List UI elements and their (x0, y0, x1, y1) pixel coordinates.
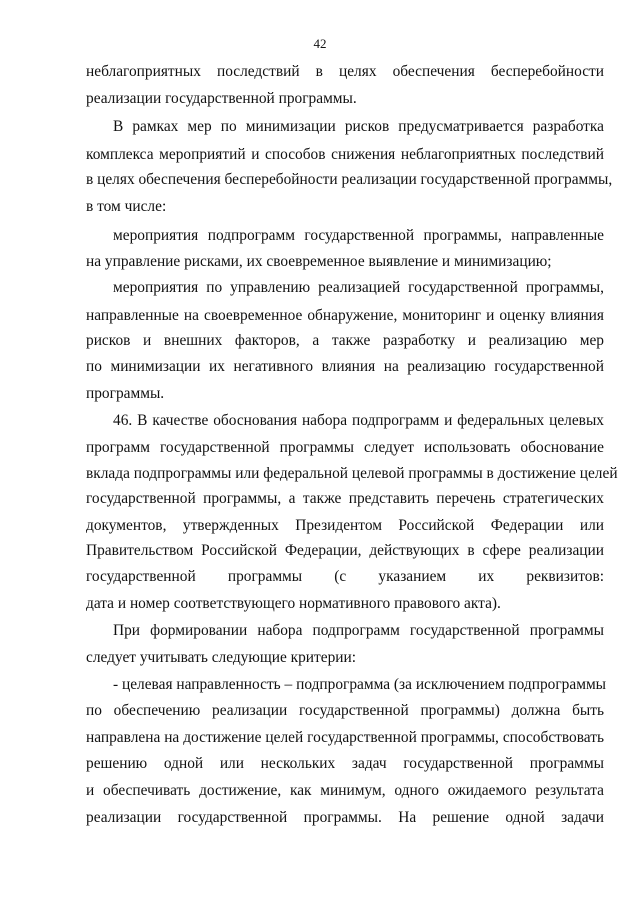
text-line: рисков и внешних факторов, а также разработку и реализацию мер (86, 332, 604, 349)
text-line: на управление рисками, их своевременное выявление и минимизацию; (86, 253, 552, 270)
text-line: 46. В качестве обоснования набора подпрограмм и федеральных целевых (113, 412, 604, 429)
text-line: программ государственной программы следует использовать обоснование (86, 439, 604, 456)
text-line: документов, утвержденных Президентом Российской Федерации или (86, 517, 604, 534)
text-line: мероприятия по управлению реализацией государственной программы, (113, 279, 604, 296)
text-line: реализации государственной программы. На решение одной задачи (86, 809, 604, 826)
page-number: 42 (313, 36, 327, 51)
text-line: неблагоприятных последствий в целях обеспечения бесперебойности (86, 63, 604, 80)
text-line: государственной программы, а также представить перечень стратегических (86, 490, 604, 507)
text-line: - целевая направленность – подпрограмма (за исключением подпрограммы (113, 676, 607, 693)
text-line: программы. (86, 385, 165, 402)
text-line: решению одной или нескольких задач государственной программы (86, 755, 604, 772)
text-line: направлена на достижение целей государственной программы, способствовать (86, 729, 604, 746)
text-line: следует учитывать следующие критерии: (86, 649, 357, 666)
text-line: реализации государственной программы. (86, 90, 357, 107)
text-line: дата и номер соответствующего нормативного правового акта). (86, 595, 501, 612)
text-line: В рамках мер по минимизации рисков предусматривается разработка (113, 118, 604, 135)
text-line: по минимизации их негативного влияния на реализацию государственной (86, 358, 604, 375)
text-line: направленные на своевременное обнаружение, мониторинг и оценку влияния (86, 307, 604, 324)
text-line: комплекса мероприятий и способов снижения неблагоприятных последствий (86, 146, 604, 163)
text-line: в том числе: (86, 198, 167, 215)
text-line: по обеспечению реализации государственной программы) должна быть (86, 702, 604, 719)
text-line: в целях обеспечения бесперебойности реализации государственной программы, (86, 171, 613, 188)
text-line: государственной программы (с указанием их реквизитов: (86, 568, 604, 585)
text-line: При формировании набора подпрограмм государственной программы (113, 622, 604, 639)
text-line: Правительством Российской Федерации, действующих в сфере реализации (86, 542, 604, 559)
text-line: и обеспечивать достижение, как минимум, одного ожидаемого результата (86, 782, 604, 799)
text-line: мероприятия подпрограмм государственной программы, направленные (113, 227, 604, 244)
text-line: вклада подпрограммы или федеральной целевой программы в достижение целей (86, 465, 618, 482)
